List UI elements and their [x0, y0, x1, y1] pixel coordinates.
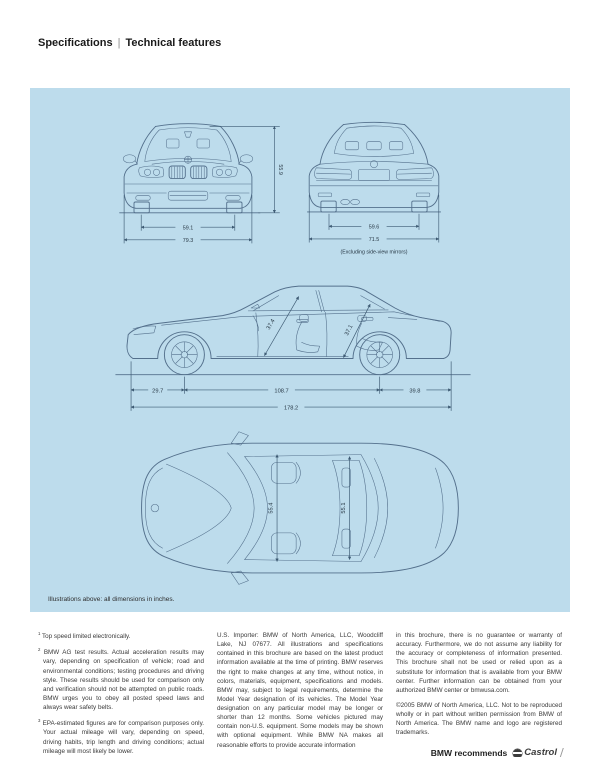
- copyright-paragraph: ©2005 BMW of North America, LLC. Not to be reproduced wholly or in part without written permission from BMW of North America. The BMW name and logo are registered trademarks.: [396, 701, 562, 737]
- front-overhang-label: 29.7: [152, 388, 164, 395]
- front-width-label: 79.3: [182, 238, 194, 245]
- diagram-panel: [30, 88, 570, 612]
- footnotes-column: [38, 631, 204, 757]
- footnote-3-marker: 3: [38, 718, 41, 724]
- importer-paragraph: U.S. Importer: BMW of North America, LLC, Woodcliff Lake, NJ 07677. All illustrations and specifications contained in this brochure are based on the latest product information available at the time of printing. BMW reserves the right to make changes at any time, without notice, in colors, materials, equipment, specifications and models. BMW may, subject to legal requirements, determine the Model Year designation of its vehicles. The Model Year designation on any particular model may be longer or shorter than 12 months. Some vehicles pictured may contain non-U.S. equipment. Some models may be shown with optional equipment. While BMW NA makes all reasonable efforts to provide accurate information: [217, 632, 383, 749]
- rear-width-label: 71.5: [368, 237, 380, 244]
- footnote-1: [38, 631, 204, 641]
- overall-length-label: 178.2: [283, 405, 299, 412]
- footnote-3: [38, 718, 204, 756]
- top-view-car-art: [142, 432, 459, 585]
- wheelbase-label: 108.7: [274, 388, 289, 395]
- disclaimer-paragraph: in this brochure, there is no guarantee or warranty of accuracy. Furthermore, we do not assume any liability for the accuracy or completeness of information presented. This brochure shall not be used or relied upon as a substitute for information that is available from your BMW center. Further information can be obtained from your authorized BMW center or bmwusa.com.: [396, 632, 562, 694]
- castrol-wordmark: Castrol: [524, 747, 557, 757]
- importer-column: [217, 631, 383, 757]
- front-view-dimensions: [124, 126, 283, 244]
- footnote-2-text: BMW AG test results. Actual acceleration results may vary, depending on specification of vehicle; road and environmental conditions; testing procedures and driving style. These results should be used for comparison only and verification should not be attempted on public roads. BMW urges you to obey all posted speed laws and always wear safety belts.: [43, 649, 204, 712]
- page-title-section: Specifications: [38, 37, 113, 49]
- castrol-logo: [513, 746, 562, 757]
- page-title-subsection: Technical features: [125, 37, 222, 49]
- rear-overhang-label: 39.8: [409, 388, 421, 395]
- rear-shoulder-room-label: 55.1: [340, 502, 347, 514]
- rear-view-dimensions: [309, 195, 439, 256]
- footnote-1-text: Top speed limited electronically.: [42, 633, 131, 641]
- castrol-circle-icon: [513, 749, 522, 757]
- front-headroom-label: 37.4: [265, 318, 277, 331]
- footnote-2-marker: 2: [38, 647, 41, 653]
- footnote-1-marker: 1: [38, 631, 41, 636]
- castrol-slash-icon: [559, 748, 564, 757]
- side-view-car-art: [116, 286, 470, 375]
- top-view-diagram: [132, 426, 466, 590]
- front-shoulder-room-label: 55.4: [268, 502, 275, 514]
- rear-headroom-label: 37.1: [344, 324, 355, 337]
- side-view-diagram: [112, 268, 474, 416]
- front-track-label: 59.1: [182, 225, 194, 232]
- legal-footer: [38, 631, 562, 757]
- page-title: [38, 37, 221, 49]
- rear-view-diagram: [302, 112, 482, 265]
- front-view-diagram: [116, 112, 296, 259]
- top-view-dimensions: [268, 455, 349, 562]
- recommends-label: BMW recommends: [430, 748, 508, 757]
- front-view-car-art: [120, 124, 260, 213]
- rear-view-car-art: [307, 122, 440, 212]
- title-separator: |: [117, 37, 121, 49]
- front-height-label: 55.9: [276, 164, 283, 175]
- bmw-roundel-top: [151, 504, 159, 512]
- rear-track-label: 59.6: [368, 224, 380, 231]
- disclaimer-column: [396, 631, 562, 757]
- footnote-3-text: EPA-estimated figures are for comparison purposes only. Your actual mileage will vary, depending on speed, driving habits, trip length and driving conditions; actual mileage will most likely be lower.: [42, 720, 205, 755]
- footnote-2: [38, 647, 204, 712]
- recommends-row: [396, 746, 562, 757]
- rear-width-note: (Excluding side-view mirrors): [340, 249, 408, 256]
- panel-caption: Illustrations above: all dimensions in inches.: [48, 596, 175, 603]
